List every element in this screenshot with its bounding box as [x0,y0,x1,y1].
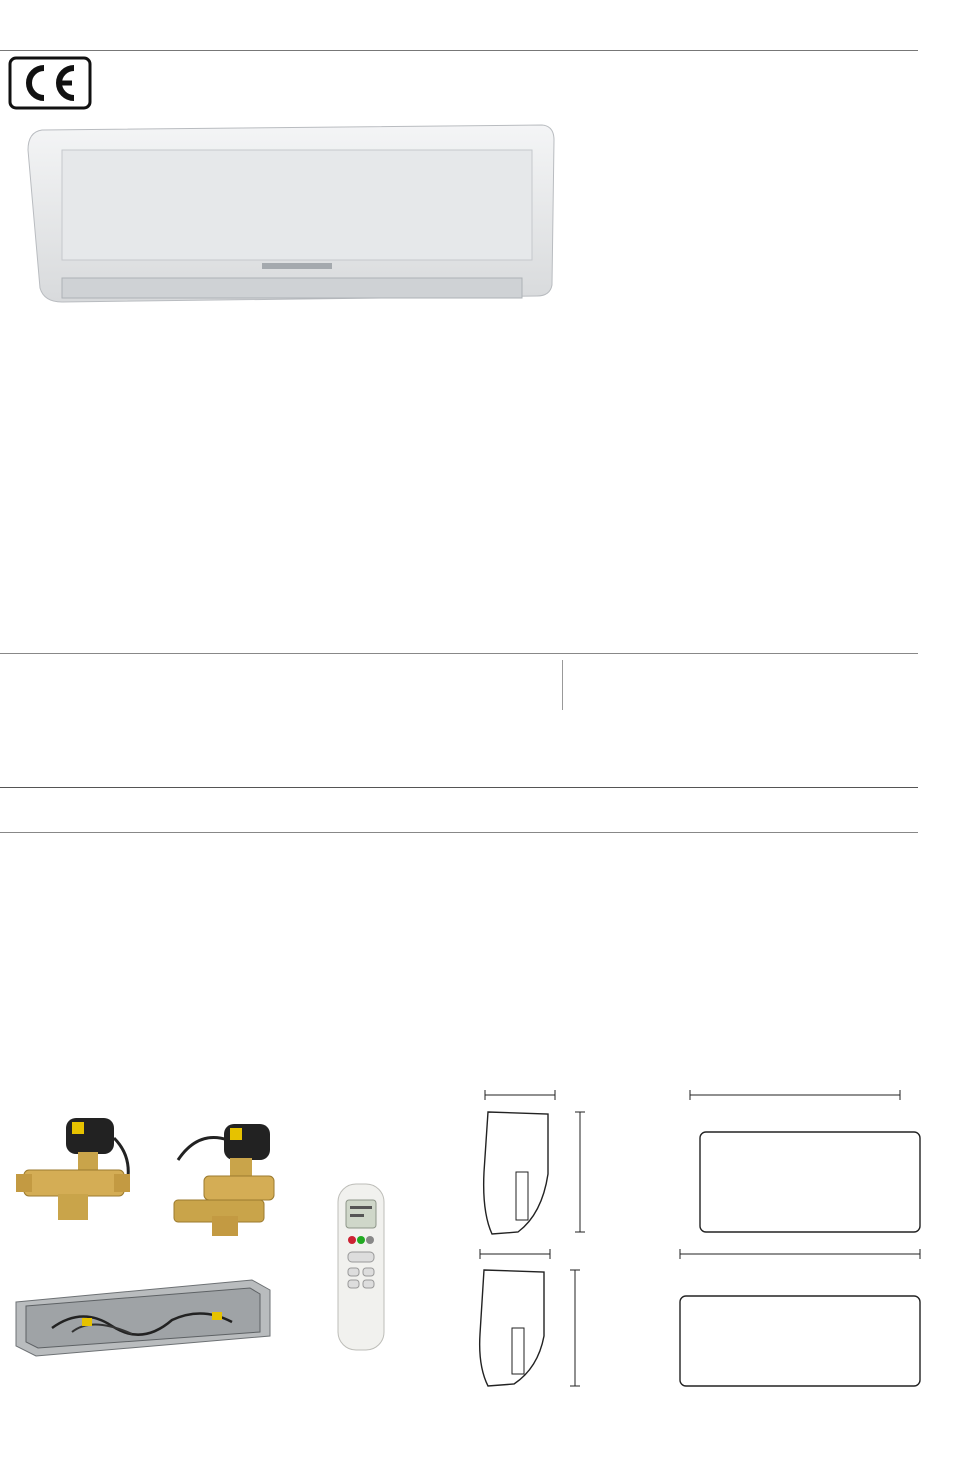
options-header-rule [0,832,918,833]
drawing-fw230-430 [440,1082,940,1242]
bc-frame-image [12,1276,274,1360]
ce-logo-icon [8,56,92,110]
spec-divider [562,660,563,710]
spec-header-rule [0,653,918,654]
valve-vsx-image [14,1108,140,1226]
header-bar [0,0,918,51]
drawing-fw1230 [440,1244,940,1394]
fan-coil-unit-image [22,120,557,315]
options-top-rule [0,787,918,788]
valve-vtx-image [168,1120,280,1238]
remote-control-image [336,1182,386,1352]
